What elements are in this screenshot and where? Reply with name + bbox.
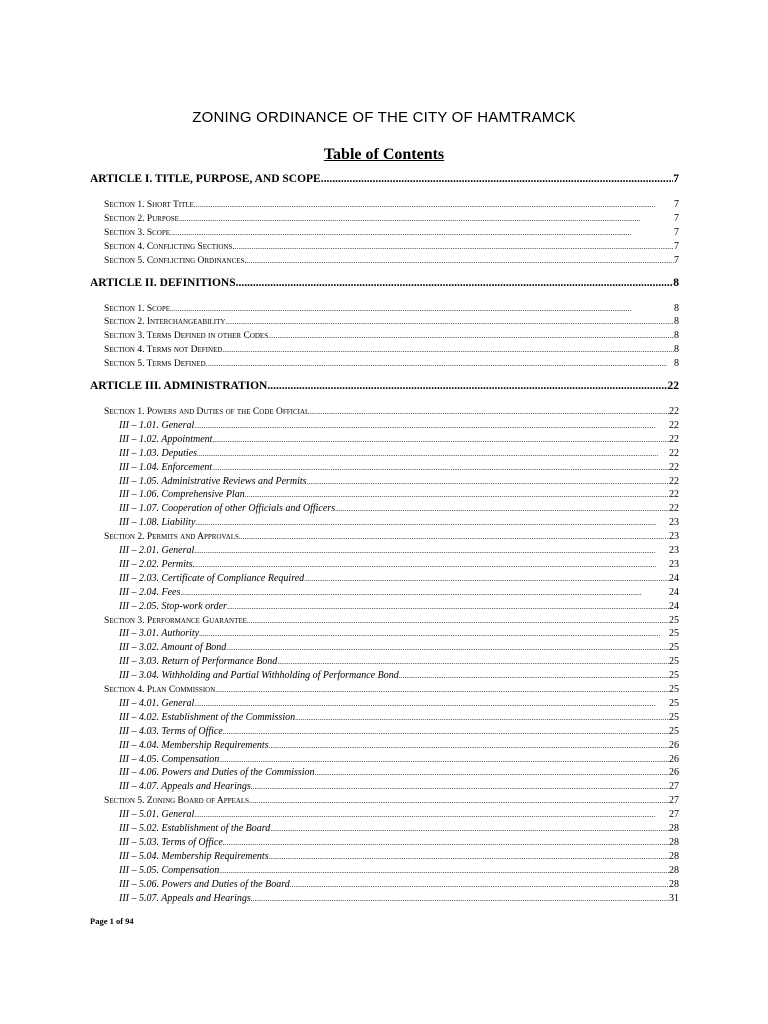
page-footer: Page 1 of 94	[90, 916, 134, 926]
toc-entry-label: Section 1. Scope	[104, 303, 170, 314]
dot-leader	[223, 838, 669, 847]
toc-page-number: 22	[669, 503, 679, 515]
toc-subsection-row[interactable]	[119, 489, 679, 500]
toc-page-number: 25	[669, 684, 679, 695]
dot-leader	[247, 256, 674, 265]
toc-subsection-row[interactable]	[119, 865, 679, 876]
toc-entry-label: Section 4. Plan Commission	[104, 685, 216, 695]
dot-leader	[307, 477, 669, 486]
toc-page-number: 25	[669, 670, 679, 682]
toc-entry-label: III – 1.08. Liability	[119, 517, 196, 529]
toc-subsection-row[interactable]	[119, 642, 679, 653]
toc-entry-label: III – 4.03. Terms of Office	[119, 725, 223, 737]
toc-subsection-row[interactable]	[119, 434, 679, 445]
toc-page-number: 8	[674, 358, 679, 370]
dot-leader	[270, 824, 669, 833]
toc-entry-label: III – 5.01. General	[119, 809, 195, 821]
dot-leader	[219, 866, 669, 875]
toc-entry-label: Section 5. Zoning Board of Appeals	[104, 796, 250, 807]
dot-leader	[179, 214, 674, 223]
toc-entry-label: III – 5.05. Compensation	[119, 864, 220, 876]
toc-subsection-row[interactable]	[119, 559, 679, 570]
dot-leader	[335, 504, 669, 513]
toc-page-number: 27	[669, 781, 679, 793]
toc-subsection-row[interactable]	[119, 809, 679, 820]
dot-leader	[212, 463, 669, 472]
dot-leader	[269, 741, 669, 750]
toc-heading: Table of Contents	[323, 146, 445, 163]
toc-page-number: 22	[667, 380, 679, 392]
toc-entry-label: ARTICLE II. DEFINITIONS	[90, 276, 236, 289]
toc-page-number: 26	[669, 767, 679, 779]
dot-leader	[309, 407, 669, 416]
toc-page-number: 22	[669, 433, 679, 445]
dot-leader	[206, 359, 674, 368]
dot-leader	[170, 228, 674, 237]
toc-page-number: 25	[669, 614, 679, 626]
toc-page-number: 7	[674, 212, 679, 224]
dot-leader	[239, 532, 669, 541]
toc-entry-label: III – 5.02. Establishment of the Board	[119, 823, 271, 834]
toc-section-row[interactable]	[104, 241, 679, 252]
toc-page-number: 27	[669, 809, 679, 821]
dot-leader	[268, 331, 674, 340]
toc-page-number: 22	[669, 419, 679, 431]
toc-subsection-row[interactable]	[119, 893, 679, 904]
dot-leader	[295, 713, 669, 722]
toc-entry-label: Section 4. Conflicting Sections.	[104, 241, 235, 252]
toc-page-number: 28	[669, 836, 679, 848]
toc-section-row[interactable]	[104, 344, 679, 355]
dot-leader	[251, 782, 669, 791]
toc-entry-label: III – 3.01. Authority	[119, 628, 200, 640]
dot-leader	[219, 755, 669, 764]
toc-page-number: 25	[669, 642, 679, 654]
toc-subsection-row[interactable]	[119, 712, 679, 723]
toc-entry-label: III – 1.05. Administrative Reviews and Permits	[119, 475, 307, 487]
toc-entry-label: III – 3.02. Amount of Bond	[119, 642, 227, 654]
dot-leader	[199, 629, 669, 638]
toc-article-row[interactable]	[90, 173, 679, 185]
toc-entry-label: III – 2.02. Permits.	[119, 558, 196, 570]
dot-leader	[269, 852, 669, 861]
toc-page-number: 25	[669, 711, 679, 723]
toc-entry-label: III – 1.03. Deputies	[119, 447, 198, 459]
toc-page-number: 31	[669, 892, 679, 904]
toc-page-number: 28	[669, 823, 679, 834]
toc-section-row[interactable]	[104, 615, 679, 626]
toc-entry-label: Section 3. Terms Defined in other Codes	[104, 331, 269, 342]
toc-page-number: 27	[669, 795, 679, 807]
toc-page-number: 23	[669, 517, 679, 529]
dot-leader	[225, 317, 674, 326]
toc-entry-label: III – 4.02. Establishment of the Commission	[119, 711, 296, 723]
toc-entry-label: ARTICLE I. TITLE, PURPOSE, AND SCOPE	[90, 173, 321, 185]
toc-page-number: 22	[669, 475, 679, 487]
toc-page-number: 22	[669, 489, 679, 501]
toc-subsection-row[interactable]	[119, 851, 679, 862]
dot-leader	[222, 345, 674, 354]
toc-entry-label: III – 3.04. Withholding and Partial Withholding of Performance Bond	[119, 670, 399, 682]
dot-leader	[195, 560, 669, 569]
toc-subsection-row[interactable]	[119, 587, 679, 598]
toc-subsection-row[interactable]	[119, 698, 679, 709]
dot-leader	[180, 588, 669, 597]
toc-page-number: 28	[669, 864, 679, 876]
toc-page-number: 25	[669, 628, 679, 640]
dot-leader	[315, 768, 669, 777]
toc-page-number: 25	[669, 656, 679, 668]
toc-entry-label: Section 1. Powers and Duties of the Code Official	[104, 407, 310, 417]
toc-section-row[interactable]	[104, 684, 679, 695]
toc-entry-label: III – 4.07. Appeals and Hearings	[119, 781, 251, 793]
toc-entry-label: Section 5. Conflicting Ordinances.	[104, 255, 247, 266]
dot-leader	[277, 657, 669, 666]
toc-entry-label: III – 4.04. Membership Requirements	[119, 739, 269, 751]
dot-leader	[247, 616, 669, 625]
toc-page-number: 23	[669, 531, 679, 543]
toc-entry-label: III – 1.01. General	[119, 419, 195, 431]
toc-article-row[interactable]	[90, 380, 679, 392]
toc-page-number: 8	[674, 316, 679, 328]
document-title: ZONING ORDINANCE OF THE CITY OF HAMTRAMCK	[192, 109, 576, 126]
toc-entry-label: III – 4.05. Compensation	[119, 753, 220, 765]
toc-entry-label: III – 5.04. Membership Requirements	[119, 850, 269, 862]
dot-leader	[245, 490, 669, 499]
toc-page-number: 22	[669, 461, 679, 473]
dot-leader	[236, 277, 674, 289]
toc-entry-label: III – 2.01. General	[119, 545, 195, 556]
toc-section-row[interactable]	[104, 227, 679, 238]
toc-entry-label: III – 2.04. Fees	[119, 586, 181, 598]
toc-subsection-row[interactable]	[119, 670, 679, 681]
toc-entry-label: Section 1. Short Title	[104, 200, 194, 210]
toc-entry-label: Section 2. Purpose	[104, 213, 179, 224]
dot-leader	[290, 880, 669, 889]
toc-subsection-row[interactable]	[119, 462, 679, 473]
toc-subsection-row[interactable]	[119, 628, 679, 639]
toc-page-number: 8	[674, 344, 679, 356]
toc-subsection-row[interactable]	[119, 573, 679, 584]
toc-subsection-row[interactable]	[119, 781, 679, 792]
dot-leader	[227, 602, 669, 611]
toc-subsection-row[interactable]	[119, 476, 679, 487]
toc-subsection-row[interactable]	[119, 879, 679, 890]
toc-entry-label: Section 2. Interchangeability	[104, 317, 226, 328]
toc-entry-label: Section 5. Terms Defined	[104, 359, 206, 370]
toc-section-row[interactable]	[104, 330, 679, 341]
toc-page-number: 25	[669, 697, 679, 709]
toc-page-number: 28	[669, 850, 679, 862]
dot-leader	[235, 242, 674, 251]
toc-entry-label: ARTICLE III. ADMINISTRATION	[90, 380, 268, 392]
dot-leader	[215, 685, 669, 694]
toc-entry-label: III – 3.03. Return of Performance Bond	[119, 656, 278, 668]
toc-page-number: 7	[674, 240, 679, 252]
toc-subsection-row[interactable]	[119, 767, 679, 778]
dot-leader	[197, 449, 669, 458]
toc-entry-label: III – 2.05. Stop-work order	[119, 600, 227, 612]
toc-page-number: 25	[669, 725, 679, 737]
toc-entry-label: Section 3. Scope	[104, 227, 170, 238]
toc-section-row[interactable]	[104, 406, 679, 417]
toc-section-row[interactable]	[104, 316, 679, 327]
dot-leader	[249, 796, 669, 805]
toc-entry-label: III – 1.02. Appointment	[119, 433, 213, 445]
toc-subsection-row[interactable]	[119, 545, 679, 556]
toc-section-row[interactable]	[104, 303, 679, 314]
toc-page-number: 28	[669, 878, 679, 890]
dot-leader	[223, 727, 669, 736]
toc-subsection-row[interactable]	[119, 740, 679, 751]
toc-subsection-row[interactable]	[119, 823, 679, 834]
toc-page-number: 23	[669, 558, 679, 570]
dot-leader	[267, 380, 667, 392]
dot-leader	[226, 643, 669, 652]
dot-leader	[194, 200, 674, 209]
toc-page-number: 26	[669, 753, 679, 765]
dot-leader	[304, 574, 669, 583]
toc-subsection-row[interactable]	[119, 837, 679, 848]
toc-subsection-row[interactable]	[119, 656, 679, 667]
toc-page-number: 22	[669, 406, 679, 417]
toc-entry-label: Section 4. Terms not Defined	[104, 345, 223, 356]
toc-entry-label: III – 1.06. Comprehensive Plan	[119, 489, 245, 501]
toc-subsection-row[interactable]	[119, 503, 679, 514]
toc-subsection-row[interactable]	[119, 420, 679, 431]
toc-subsection-row[interactable]	[119, 601, 679, 612]
toc-subsection-row[interactable]	[119, 726, 679, 737]
dot-leader	[195, 518, 669, 527]
toc-subsection-row[interactable]	[119, 448, 679, 459]
dot-leader	[194, 546, 669, 555]
toc-page-number: 24	[669, 586, 679, 598]
dot-leader	[194, 421, 669, 430]
dot-leader	[194, 810, 669, 819]
toc-section-row[interactable]	[104, 213, 679, 224]
toc-section-row[interactable]	[104, 358, 679, 369]
toc-entry-label: III – 4.01. General	[119, 697, 195, 709]
toc-section-row[interactable]	[104, 255, 679, 266]
toc-entry-label: III – 1.04. Enforcement	[119, 461, 213, 473]
toc-entry-label: III – 4.06. Powers and Duties of the Commission	[119, 767, 315, 779]
dot-leader	[321, 173, 674, 185]
toc-entry-label: Section 3. Performance Guarantee	[104, 615, 247, 626]
toc-section-row[interactable]	[104, 531, 679, 542]
toc-entry-label: III – 5.06. Powers and Duties of the Board	[119, 878, 290, 890]
toc-entry-label: III – 2.03. Certificate of Compliance Required	[119, 572, 305, 584]
toc-article-row[interactable]	[90, 277, 679, 289]
toc-page-number: 26	[669, 739, 679, 751]
toc-page-number: 7	[674, 226, 679, 238]
toc-entry-label: III – 5.03. Terms of Office	[119, 836, 223, 848]
toc-section-row[interactable]	[104, 199, 679, 210]
toc-page-number: 7	[674, 199, 679, 210]
dot-leader	[399, 671, 669, 680]
toc-entry-label: III – 1.07. Cooperation of other Officials and Officers	[119, 503, 336, 515]
dot-leader	[194, 699, 669, 708]
toc-page-number: 24	[669, 572, 679, 584]
dot-leader	[251, 894, 669, 903]
toc-subsection-row[interactable]	[119, 754, 679, 765]
dot-leader	[212, 435, 669, 444]
toc-page-number: 23	[669, 545, 679, 556]
toc-page-number: 24	[669, 600, 679, 612]
toc-page-number: 8	[674, 302, 679, 314]
toc-page-number: 8	[673, 276, 679, 289]
toc-subsection-row[interactable]	[119, 517, 679, 528]
toc-entry-label: III – 5.07. Appeals and Hearings	[119, 892, 251, 904]
toc-page-number: 7	[674, 254, 679, 266]
toc-page-number: 22	[669, 447, 679, 459]
dot-leader	[170, 304, 674, 313]
toc-section-row[interactable]	[104, 795, 679, 806]
toc-page-number: 8	[674, 330, 679, 342]
toc-entry-label: Section 2. Permits and Approvals	[104, 532, 239, 543]
toc-page-number: 7	[673, 173, 679, 185]
